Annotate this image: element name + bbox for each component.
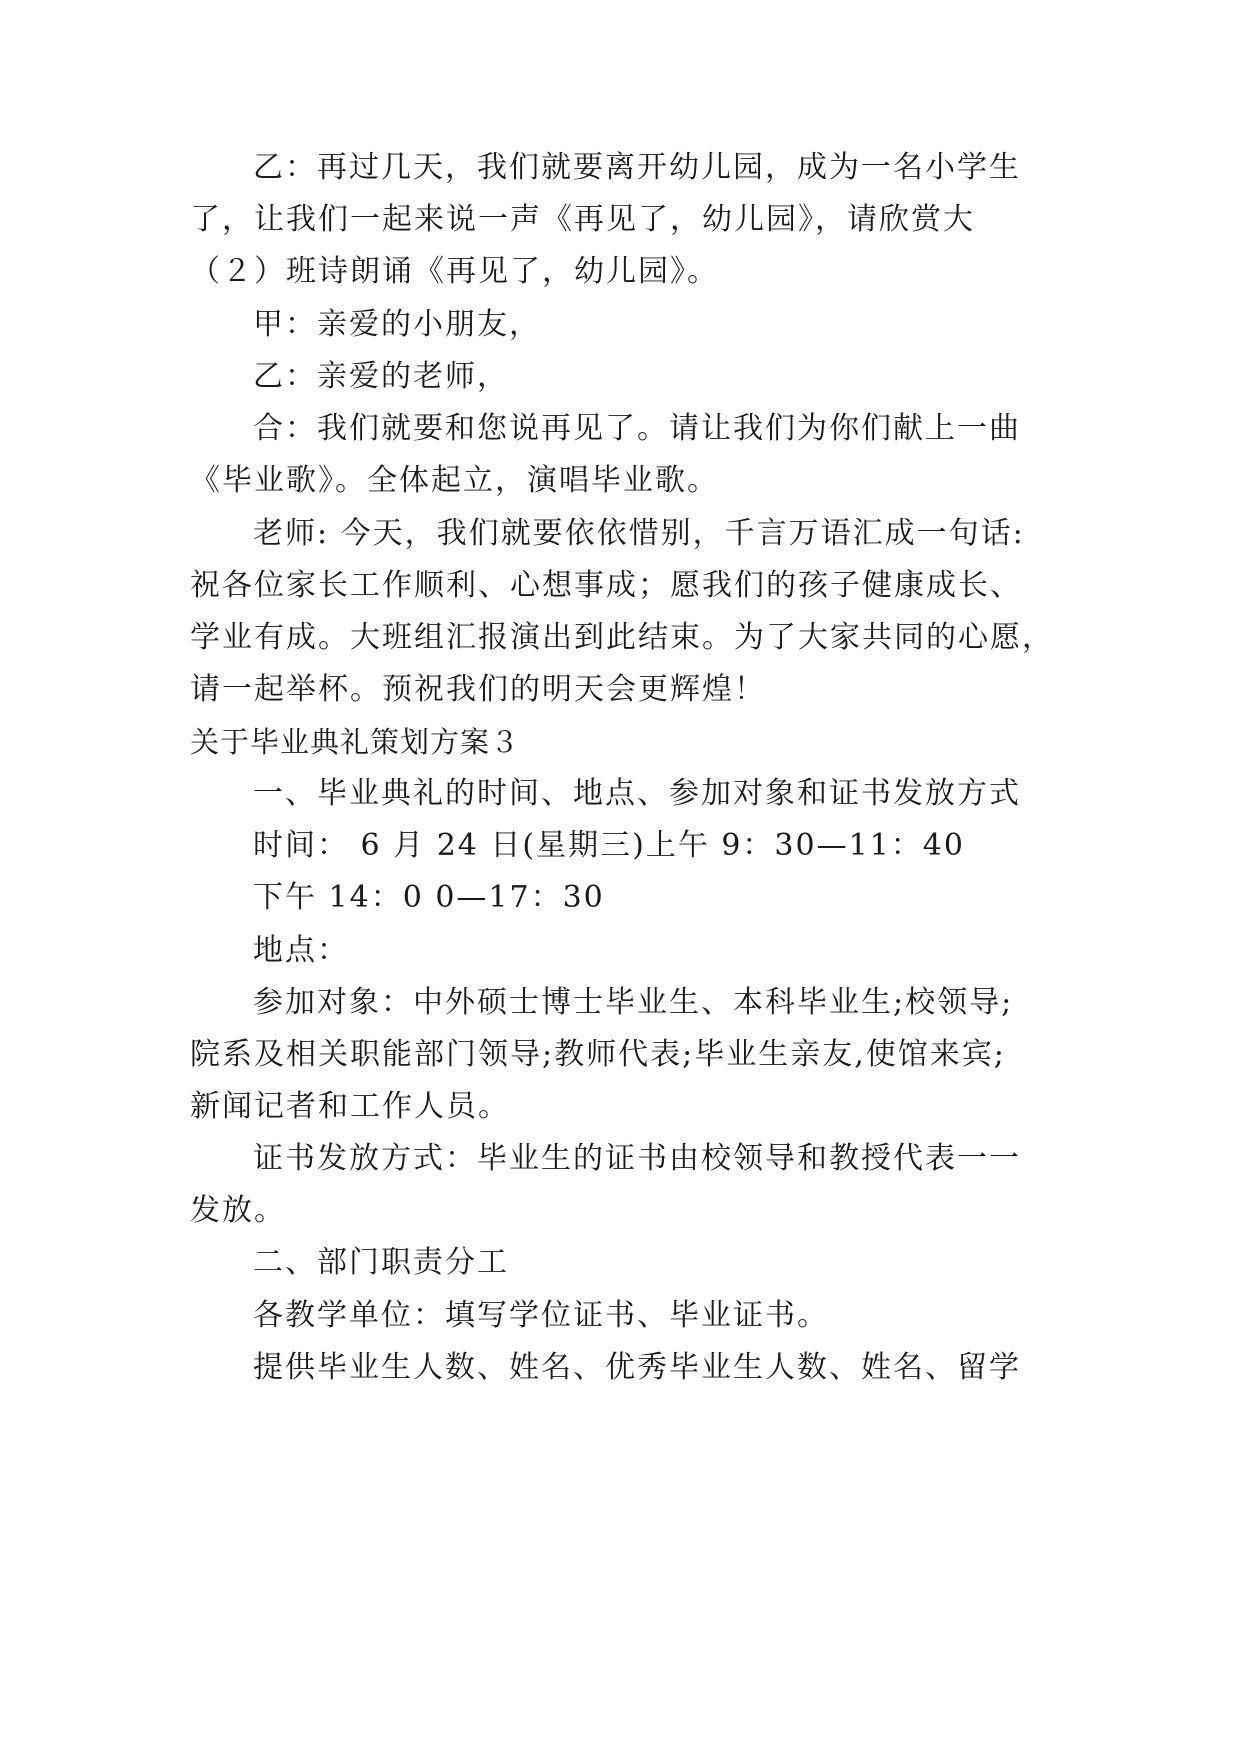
- paragraph-line: 请一起举杯。预祝我们的明天会更辉煌！: [190, 672, 766, 707]
- paragraph-line: 证书发放方式：毕业生的证书由校领导和教授代表一一: [253, 1141, 1021, 1176]
- paragraph-line: 了，让我们一起来说一声《再见了，幼儿园》，请欣赏大: [190, 202, 975, 237]
- paragraph-line: 二、部门职责分工: [253, 1245, 509, 1280]
- paragraph-line: 学业有成。大班组汇报演出到此结束。为了大家共同的心愿，: [190, 620, 1054, 655]
- paragraph-line: 地点：: [253, 933, 349, 968]
- paragraph-line: 一、毕业典礼的时间、地点、参加对象和证书发放方式: [253, 776, 1021, 811]
- paragraph-line: 乙：再过几天，我们就要离开幼儿园，成为一名小学生: [253, 150, 1021, 185]
- paragraph-line: 提供毕业生人数、姓名、优秀毕业生人数、姓名、留学: [253, 1350, 1021, 1385]
- paragraph-line: （２）班诗朗诵《再见了，幼儿园》。: [190, 254, 719, 289]
- paragraph-line: 老师: 今天，我们就要依依惜别，千言万语汇成一句话:: [253, 516, 1025, 551]
- paragraph-line: 院系及相关职能部门领导;教师代表;毕业生亲友,使馆来宾;: [190, 1037, 1006, 1072]
- paragraph-line: 各教学单位：填写学位证书、毕业证书。: [253, 1298, 829, 1333]
- paragraph-line: 《毕业歌》。全体起立，演唱毕业歌。: [190, 463, 719, 498]
- paragraph-line: 发放。: [190, 1193, 286, 1228]
- paragraph-line: 乙：亲爱的老师，: [253, 359, 509, 394]
- section-title: 关于毕业典礼策划方案３: [190, 725, 521, 759]
- paragraph-line: 新闻记者和工作人员。: [190, 1089, 510, 1124]
- paragraph-line: 合：我们就要和您说再见了。请让我们为你们献上一曲: [253, 411, 1021, 446]
- paragraph-line: 甲：亲爱的小朋友，: [253, 307, 541, 342]
- paragraph-line: 下午 14：0 0—17：30: [253, 880, 605, 915]
- paragraph-line: 参加对象：中外硕士博士毕业生、本科毕业生;校领导;: [253, 985, 1014, 1020]
- paragraph-line: 祝各位家长工作顺利、心想事成；愿我们的孩子健康成长、: [190, 568, 1022, 603]
- paragraph-line: 时间： 6 月 24 日(星期三)上午 9：30—11：40: [253, 828, 965, 863]
